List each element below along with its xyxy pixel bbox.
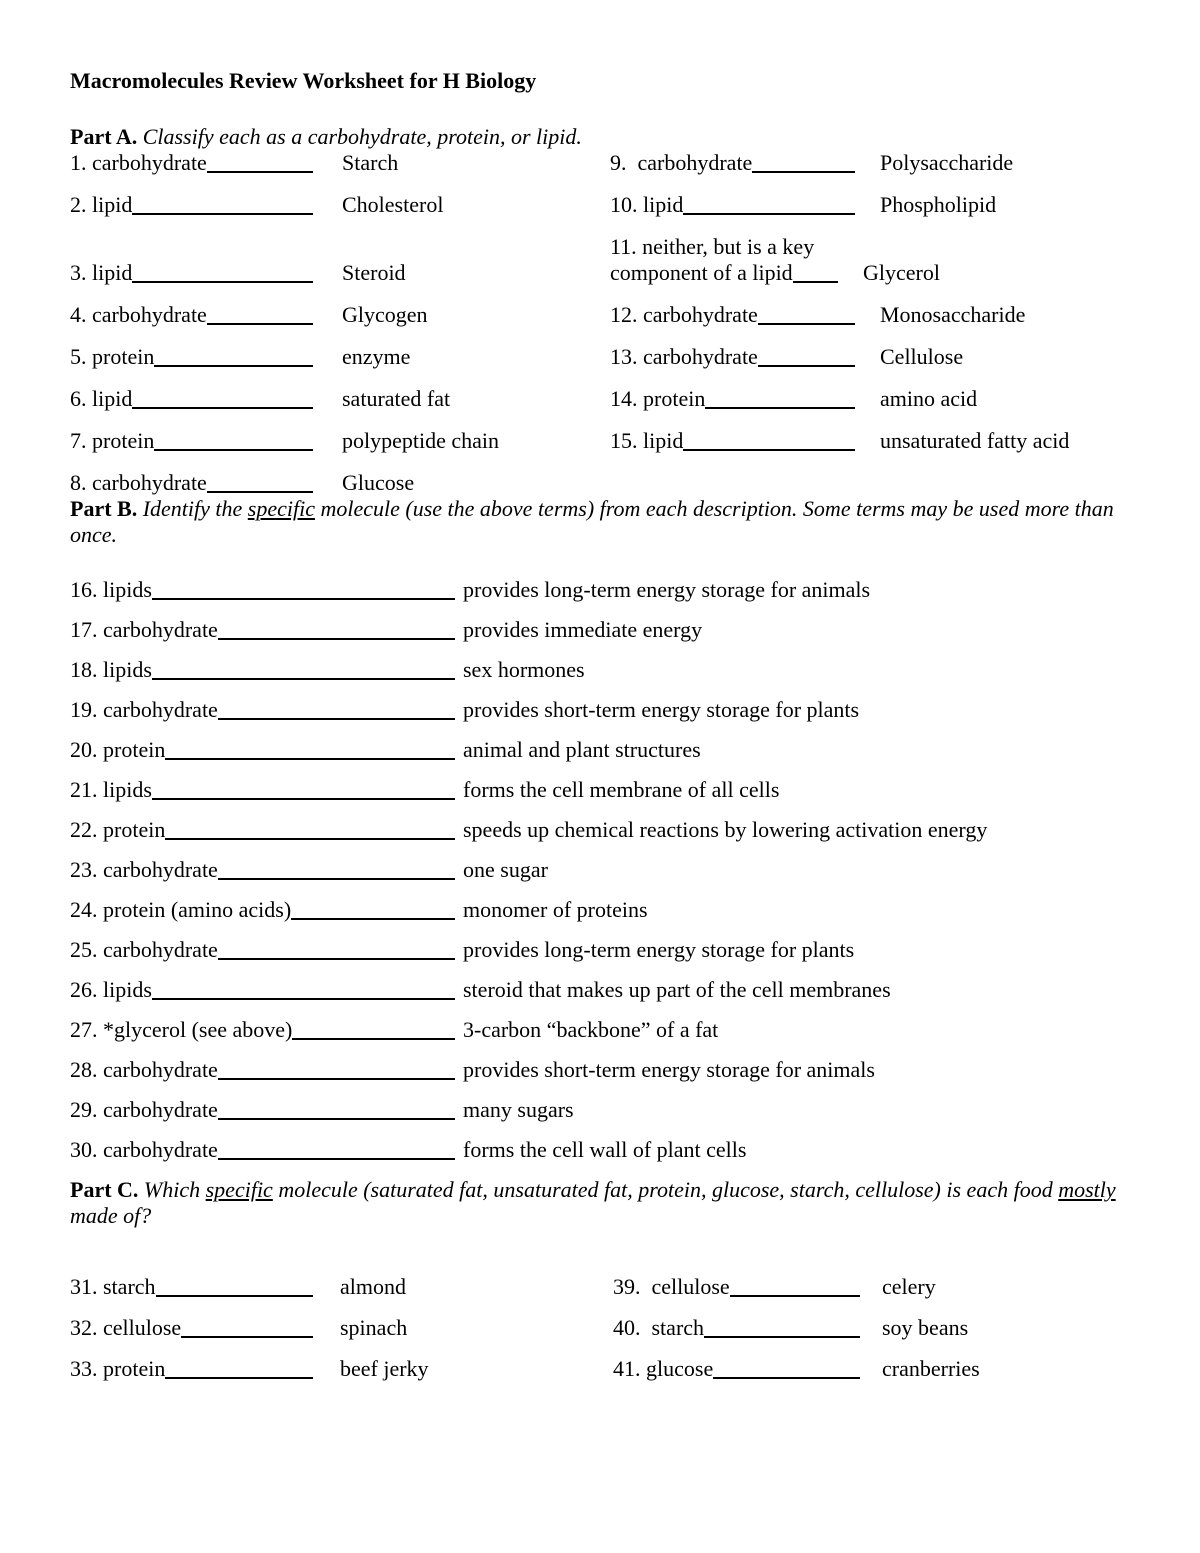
item-label: 21. lipids xyxy=(70,777,152,802)
worksheet-item xyxy=(610,302,1134,328)
answer-blank xyxy=(752,166,855,173)
item-term: beef jerky xyxy=(340,1356,429,1381)
part-a-heading xyxy=(70,124,1134,150)
item-label: 18. lipids xyxy=(70,657,152,682)
answer-blank xyxy=(218,1113,455,1120)
answer-blank xyxy=(132,208,313,215)
worksheet-item xyxy=(613,1315,1134,1341)
item-label: 17. carbohydrate xyxy=(70,617,218,642)
item-term: enzyme xyxy=(342,344,411,369)
answer-blank xyxy=(152,793,455,800)
worksheet-item xyxy=(610,234,1134,286)
worksheet-item xyxy=(70,977,1134,1003)
item-label: 39. cellulose xyxy=(613,1274,730,1299)
worksheet-item xyxy=(70,192,610,218)
worksheet-item xyxy=(613,1274,1134,1300)
item-description: provides long-term energy storage for plants xyxy=(463,937,855,962)
answer-blank xyxy=(218,1073,455,1080)
answer-blank xyxy=(154,360,313,367)
worksheet-item xyxy=(610,428,1134,454)
worksheet-item xyxy=(70,1097,1134,1123)
item-term: Polysaccharide xyxy=(880,150,1014,175)
worksheet-item xyxy=(610,344,1134,370)
worksheet-item xyxy=(70,470,610,496)
item-term: Steroid xyxy=(342,260,406,285)
worksheet-item xyxy=(610,192,1134,218)
part-b-items xyxy=(70,577,1134,1163)
item-label: 3. lipid xyxy=(70,260,133,285)
worksheet-item xyxy=(70,737,1134,763)
item-term: Glycerol xyxy=(863,260,940,285)
answer-blank xyxy=(713,1372,860,1379)
answer-blank xyxy=(758,318,855,325)
item-label: 6. lipid xyxy=(70,386,133,411)
item-description: provides long-term energy storage for animals xyxy=(463,577,871,602)
item-term: cranberries xyxy=(882,1356,980,1381)
worksheet-item xyxy=(70,577,1134,603)
item-term: spinach xyxy=(340,1315,408,1340)
part-b-label: Part B. xyxy=(70,496,138,521)
answer-blank xyxy=(705,402,855,409)
answer-blank xyxy=(207,166,313,173)
item-term: Phospholipid xyxy=(880,192,997,217)
answer-blank xyxy=(181,1331,313,1338)
item-description: one sugar xyxy=(463,857,548,882)
item-description: provides immediate energy xyxy=(463,617,703,642)
item-label: 24. protein (amino acids) xyxy=(70,897,292,922)
answer-blank xyxy=(292,1033,455,1040)
answer-blank xyxy=(207,486,313,493)
answer-blank xyxy=(152,673,455,680)
item-term: polypeptide chain xyxy=(342,428,500,453)
item-label: 1. carbohydrate xyxy=(70,150,207,175)
item-description: 3-carbon “backbone” of a fat xyxy=(463,1017,719,1042)
part-b-instruction-underlined: specific xyxy=(247,496,315,521)
worksheet-item xyxy=(70,386,610,412)
worksheet-item xyxy=(70,1057,1134,1083)
item-label-line1: 11. neither, but is a key xyxy=(610,234,815,259)
item-label: 5. protein xyxy=(70,344,155,369)
worksheet-item xyxy=(613,1356,1134,1382)
worksheet-item xyxy=(70,897,1134,923)
item-label: 14. protein xyxy=(610,386,706,411)
answer-blank xyxy=(154,444,313,451)
item-label: 27. *glycerol (see above) xyxy=(70,1017,293,1042)
item-description: speeds up chemical reactions by lowering activation energy xyxy=(463,817,988,842)
item-description: many sugars xyxy=(463,1097,574,1122)
answer-blank xyxy=(704,1331,860,1338)
answer-blank xyxy=(218,1153,455,1160)
answer-blank xyxy=(218,873,455,880)
item-description: monomer of proteins xyxy=(463,897,648,922)
part-c-instruction: Which xyxy=(138,1177,206,1202)
item-label: 29. carbohydrate xyxy=(70,1097,218,1122)
answer-blank xyxy=(156,1290,313,1297)
worksheet-item xyxy=(70,657,1134,683)
item-label: 7. protein xyxy=(70,428,155,453)
item-label: 31. starch xyxy=(70,1274,156,1299)
worksheet-item xyxy=(70,1315,613,1341)
answer-blank xyxy=(218,953,455,960)
item-term: Monosaccharide xyxy=(880,302,1026,327)
item-term: celery xyxy=(882,1274,936,1299)
worksheet-item xyxy=(610,150,1134,176)
item-label: 26. lipids xyxy=(70,977,152,1002)
item-term: saturated fat xyxy=(342,386,451,411)
item-label: 30. carbohydrate xyxy=(70,1137,218,1162)
answer-blank xyxy=(758,360,855,367)
item-label: 13. carbohydrate xyxy=(610,344,758,369)
item-term: soy beans xyxy=(882,1315,969,1340)
answer-blank xyxy=(683,208,855,215)
answer-blank xyxy=(218,633,455,640)
worksheet-item xyxy=(70,302,610,328)
item-term: unsaturated fatty acid xyxy=(880,428,1070,453)
worksheet-item xyxy=(70,234,610,286)
worksheet-item xyxy=(70,1017,1134,1043)
part-a-instruction: Classify each as a carbohydrate, protein, or lipid. xyxy=(137,124,582,149)
part-a-label: Part A. xyxy=(70,124,138,149)
part-a-items xyxy=(70,150,1134,496)
worksheet-item xyxy=(70,1137,1134,1163)
item-description: forms the cell wall of plant cells xyxy=(463,1137,747,1162)
item-label: 2. lipid xyxy=(70,192,133,217)
item-description: sex hormones xyxy=(463,657,585,682)
item-label: component of a lipid xyxy=(610,260,793,285)
part-c-instruction-underlined: mostly xyxy=(1058,1177,1116,1202)
part-c-instruction-underlined: specific xyxy=(205,1177,273,1202)
item-label: 8. carbohydrate xyxy=(70,470,207,495)
item-term: Glycogen xyxy=(342,302,428,327)
item-label: 19. carbohydrate xyxy=(70,697,218,722)
answer-blank xyxy=(218,713,455,720)
worksheet-item xyxy=(70,777,1134,803)
empty-cell xyxy=(610,470,1134,496)
answer-blank xyxy=(683,444,855,451)
worksheet-item xyxy=(70,1356,613,1382)
answer-blank xyxy=(207,318,313,325)
item-label: 32. cellulose xyxy=(70,1315,182,1340)
worksheet-item xyxy=(70,817,1134,843)
item-label: 12. carbohydrate xyxy=(610,302,758,327)
item-term: Glucose xyxy=(342,470,415,495)
worksheet-item xyxy=(70,937,1134,963)
page-title: Macromolecules Review Worksheet for H Biology xyxy=(70,68,537,93)
item-label: 20. protein xyxy=(70,737,166,762)
item-term: almond xyxy=(340,1274,406,1299)
item-description: animal and plant structures xyxy=(463,737,701,762)
answer-blank xyxy=(165,753,455,760)
item-label: 41. glucose xyxy=(613,1356,714,1381)
item-term: Cellulose xyxy=(880,344,964,369)
answer-blank xyxy=(152,593,455,600)
worksheet-item xyxy=(70,150,610,176)
item-label: 10. lipid xyxy=(610,192,684,217)
item-term: Starch xyxy=(342,150,399,175)
item-label: 25. carbohydrate xyxy=(70,937,218,962)
worksheet-item xyxy=(70,857,1134,883)
worksheet-item xyxy=(70,1274,613,1300)
item-label: 4. carbohydrate xyxy=(70,302,207,327)
item-label: 40. starch xyxy=(613,1315,705,1340)
item-label: 33. protein xyxy=(70,1356,166,1381)
item-description: steroid that makes up part of the cell membranes xyxy=(463,977,891,1002)
worksheet-item xyxy=(70,617,1134,643)
answer-blank xyxy=(152,993,455,1000)
part-c-heading xyxy=(70,1177,1134,1229)
item-description: forms the cell membrane of all cells xyxy=(463,777,780,802)
part-c-label: Part C. xyxy=(70,1177,139,1202)
answer-blank xyxy=(291,913,455,920)
item-description: provides short-term energy storage for plants xyxy=(463,697,860,722)
item-term: Cholesterol xyxy=(342,192,444,217)
worksheet-item xyxy=(70,697,1134,723)
worksheet-item xyxy=(70,344,610,370)
item-label: 22. protein xyxy=(70,817,166,842)
worksheet-item xyxy=(70,428,610,454)
part-b-heading xyxy=(70,496,1134,548)
item-label: 9. carbohydrate xyxy=(610,150,753,175)
item-term: amino acid xyxy=(880,386,978,411)
answer-blank xyxy=(132,276,313,283)
item-description: provides short-term energy storage for animals xyxy=(463,1057,875,1082)
answer-blank xyxy=(793,276,838,283)
part-c-items xyxy=(70,1274,1134,1382)
answer-blank xyxy=(165,833,455,840)
item-label: 23. carbohydrate xyxy=(70,857,218,882)
item-label: 15. lipid xyxy=(610,428,684,453)
part-c-instruction: made of? xyxy=(70,1177,1122,1228)
part-b-instruction: Identify the xyxy=(137,496,248,521)
answer-blank xyxy=(132,402,313,409)
part-b-instruction: molecule (use the above terms) from each description. Some terms may be used more than once. xyxy=(70,496,1120,547)
answer-blank xyxy=(165,1372,313,1379)
part-c-instruction: molecule (saturated fat, unsaturated fat, protein, glucose, starch, cellulose) is each food xyxy=(272,1177,1059,1202)
worksheet-item xyxy=(610,386,1134,412)
answer-blank xyxy=(730,1290,860,1297)
item-label: 28. carbohydrate xyxy=(70,1057,218,1082)
item-label: 16. lipids xyxy=(70,577,152,602)
